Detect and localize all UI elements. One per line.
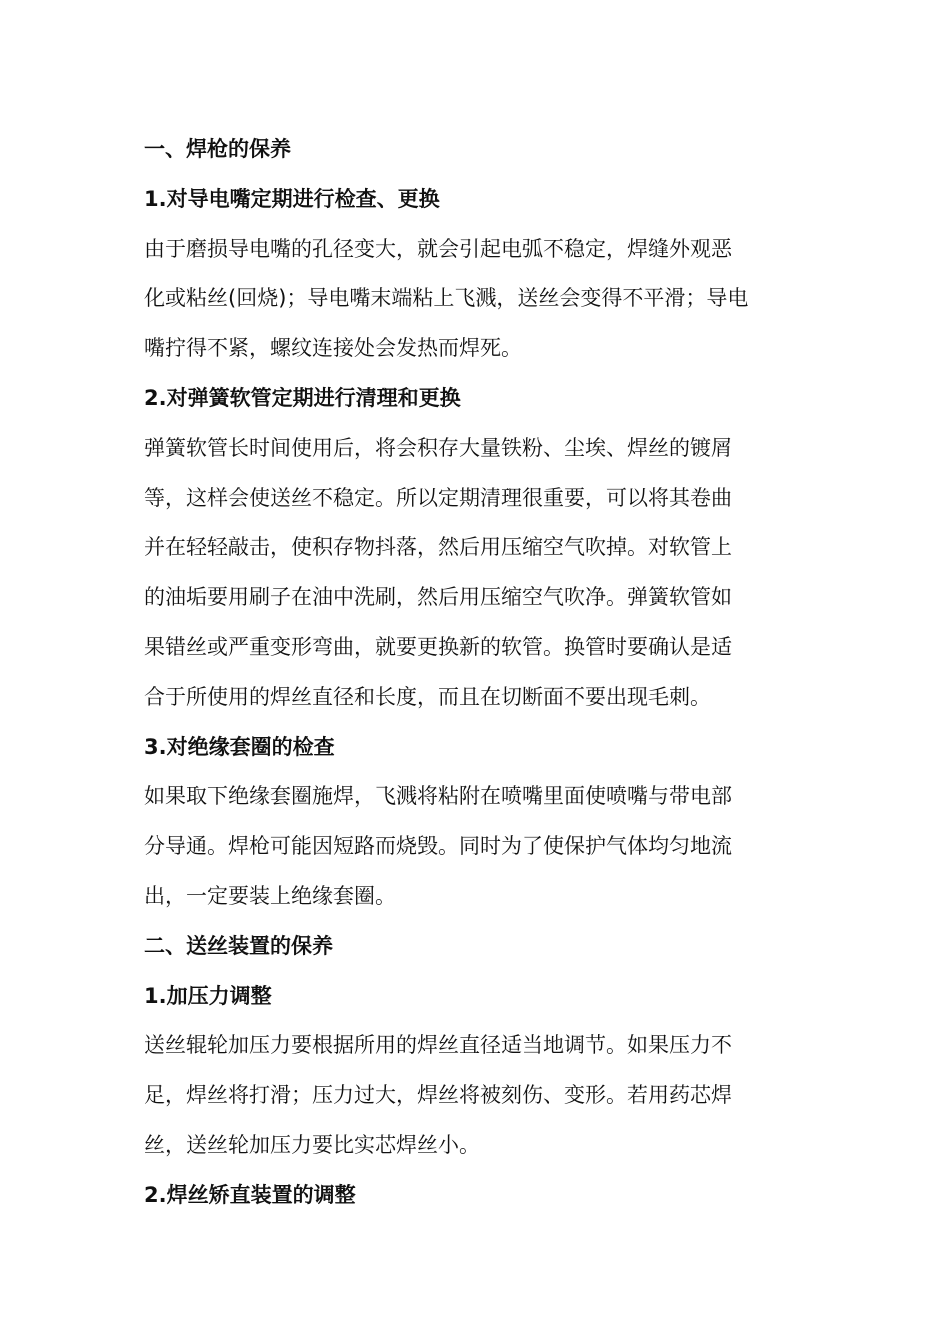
subsection-heading: 2.焊丝矫直装置的调整 xyxy=(144,1182,356,1207)
paragraph-line: 合于所使用的焊丝直径和长度，而且在切断面不要出现毛刺。 xyxy=(144,684,711,709)
paragraph-line: 等，这样会使送丝不稳定。所以定期清理很重要，可以将其卷曲 xyxy=(144,485,732,510)
section-heading: 二、送丝装置的保养 xyxy=(144,933,333,958)
document-page xyxy=(144,125,808,1221)
paragraph-line: 的油垢要用刷子在油中洗刷，然后用压缩空气吹净。弹簧软管如 xyxy=(144,585,732,610)
section-heading: 一、焊枪的保养 xyxy=(144,137,291,161)
paragraph-line: 丝，送丝轮加压力要比实芯焊丝小。 xyxy=(144,1132,480,1157)
paragraph-line: 出，一定要装上绝缘套圈。 xyxy=(144,883,396,908)
subsection-heading: 1.加压力调整 xyxy=(144,983,272,1008)
paragraph-line: 分导通。焊枪可能因短路而烧毁。同时为了使保护气体均匀地流 xyxy=(144,834,732,859)
paragraph-line: 嘴拧得不紧，螺纹连接处会发热而焊死。 xyxy=(144,336,522,361)
paragraph-line: 由于磨损导电嘴的孔径变大，就会引起电弧不稳定，焊缝外观恶 xyxy=(144,236,732,261)
paragraph-line: 如果取下绝缘套圈施焊，飞溅将粘附在喷嘴里面使喷嘴与带电部 xyxy=(144,784,732,809)
paragraph-line: 弹簧软管长时间使用后，将会积存大量铁粉、尘埃、焊丝的镀屑 xyxy=(144,435,732,460)
paragraph-line: 并在轻轻敲击，使积存物抖落，然后用压缩空气吹掉。对软管上 xyxy=(144,535,732,560)
paragraph-line: 化或粘丝(回烧)；导电嘴末端粘上飞溅，送丝会变得不平滑；导电 xyxy=(144,286,749,311)
subsection-heading: 1.对导电嘴定期进行检查、更换 xyxy=(144,186,440,211)
paragraph-line: 果错丝或严重变形弯曲，就要更换新的软管。换管时要确认是适 xyxy=(144,634,732,659)
paragraph-line: 足，焊丝将打滑；压力过大，焊丝将被刻伤、变形。若用药芯焊 xyxy=(144,1083,732,1108)
paragraph-line: 送丝辊轮加压力要根据所用的焊丝直径适当地调节。如果压力不 xyxy=(144,1033,732,1058)
subsection-heading: 2.对弹簧软管定期进行清理和更换 xyxy=(144,385,461,410)
subsection-heading: 3.对绝缘套圈的检查 xyxy=(144,734,335,759)
